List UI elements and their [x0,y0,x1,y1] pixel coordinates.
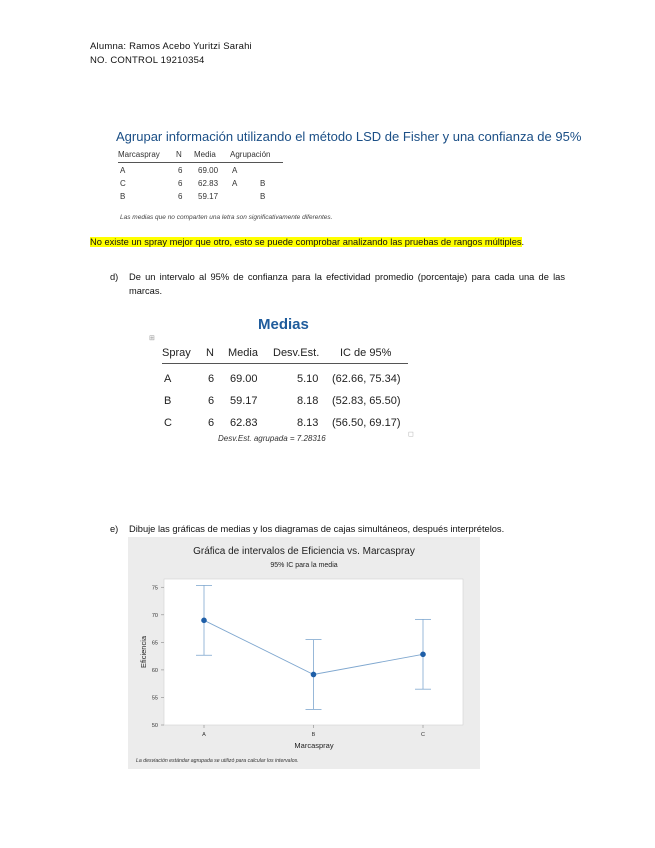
medias-row-n: 6 [208,373,215,385]
lsd-row-n: 6 [178,179,183,188]
x-tick-label: B [311,732,316,738]
chart-footnote: La desviación estándar agrupada se utilizó para calcular los intervalos. [136,758,299,764]
corner-icon: ◻ [408,431,414,438]
medias-col-n: N [206,347,214,359]
medias-row-sd: 8.13 [297,417,319,429]
medias-row-sd: 5.10 [297,373,319,385]
medias-col-spray: Spray [162,347,191,359]
conclusion-highlight: No existe un spray mejor que otro, esto se puede comprobar analizando las pruebas de rangos múltiples [90,237,522,247]
y-tick-label: 50 [151,723,158,729]
mean-point [311,672,317,678]
item-d-text: De un intervalo al 95% de confianza para la efectividad promedio (porcentaje) para cada una de las marcas. [129,272,565,296]
lsd-row-spray: B [120,192,126,201]
lsd-row-spray: C [120,179,126,188]
lsd-row-group2: B [260,179,266,188]
lsd-row-group2: B [260,192,266,201]
expand-icon: ⊞ [149,335,155,342]
medias-row-ic: (62.66, 75.34) [332,373,401,385]
lsd-row-media: 69.00 [198,166,219,175]
lsd-col-marcaspray: Marcaspray [118,150,160,159]
medias-note: Desv.Est. agrupada = 7.28316 [218,434,326,443]
item-e-text: Dibuje las gráficas de medias y los diagramas de cajas simultáneos, después interprételos. [129,524,505,534]
y-axis-label: Eficiencia [139,635,148,669]
lsd-row-spray: A [120,166,126,175]
mean-point [420,652,426,658]
control-number: NO. CONTROL 19210354 [90,55,205,66]
medias-row-sd: 8.18 [297,395,319,407]
lsd-note: Las medias que no comparten una letra son significativamente diferentes. [120,214,333,221]
chart-subtitle: 95% IC para la media [270,562,338,569]
x-axis-label: Marcaspray [294,741,334,750]
interval-chart [128,537,480,769]
medias-row-spray: C [164,417,172,429]
lsd-row-media: 62.83 [198,179,219,188]
medias-row-n: 6 [208,395,215,407]
medias-col-sd: Desv.Est. [273,347,320,359]
lsd-row-group1: A [232,179,238,188]
item-e-label: e) [110,524,119,534]
item-d-label: d) [110,272,119,282]
medias-row-ic: (52.83, 65.50) [332,395,401,407]
lsd-header-rule [118,162,283,163]
x-tick-label: A [202,732,206,738]
lsd-col-n: N [176,150,182,159]
medias-row-media: 69.00 [230,373,258,385]
conclusion-paragraph [90,232,565,250]
medias-row-media: 59.17 [230,395,258,407]
x-tick-label: C [421,732,425,738]
conclusion-period: . [521,237,525,247]
medias-header-rule [162,363,408,364]
chart-title: Gráfica de intervalos de Eficiencia vs. Marcaspray [193,546,415,557]
y-tick-label: 55 [151,695,158,702]
student-name: Alumna: Ramos Acebo Yuritzi Sarahi [90,41,252,52]
medias-row-media: 62.83 [230,417,258,429]
lsd-table [118,150,288,210]
lsd-col-media: Media [194,150,216,159]
interval-chart-panel [128,537,480,769]
y-tick-label: 70 [151,612,158,619]
medias-row-ic: (56.50, 69.17) [332,417,401,429]
y-tick-label: 60 [151,667,158,674]
lsd-title: Agrupar información utilizando el método LSD de Fisher y una confianza de 95% [116,129,582,144]
medias-row-spray: A [164,373,172,385]
medias-table [162,347,422,447]
lsd-row-group1: A [232,166,238,175]
lsd-col-agrupacion: Agrupación [230,150,271,159]
lsd-row-n: 6 [178,166,183,175]
y-tick-label: 75 [151,585,158,592]
medias-title: Medias [258,316,309,333]
mean-point [201,618,207,624]
lsd-row-media: 59.17 [198,192,219,201]
y-tick-label: 65 [151,640,158,647]
medias-col-media: Media [228,347,258,359]
medias-col-ic: IC de 95% [340,347,392,359]
medias-row-spray: B [164,395,172,407]
lsd-row-n: 6 [178,192,183,201]
medias-row-n: 6 [208,417,215,429]
